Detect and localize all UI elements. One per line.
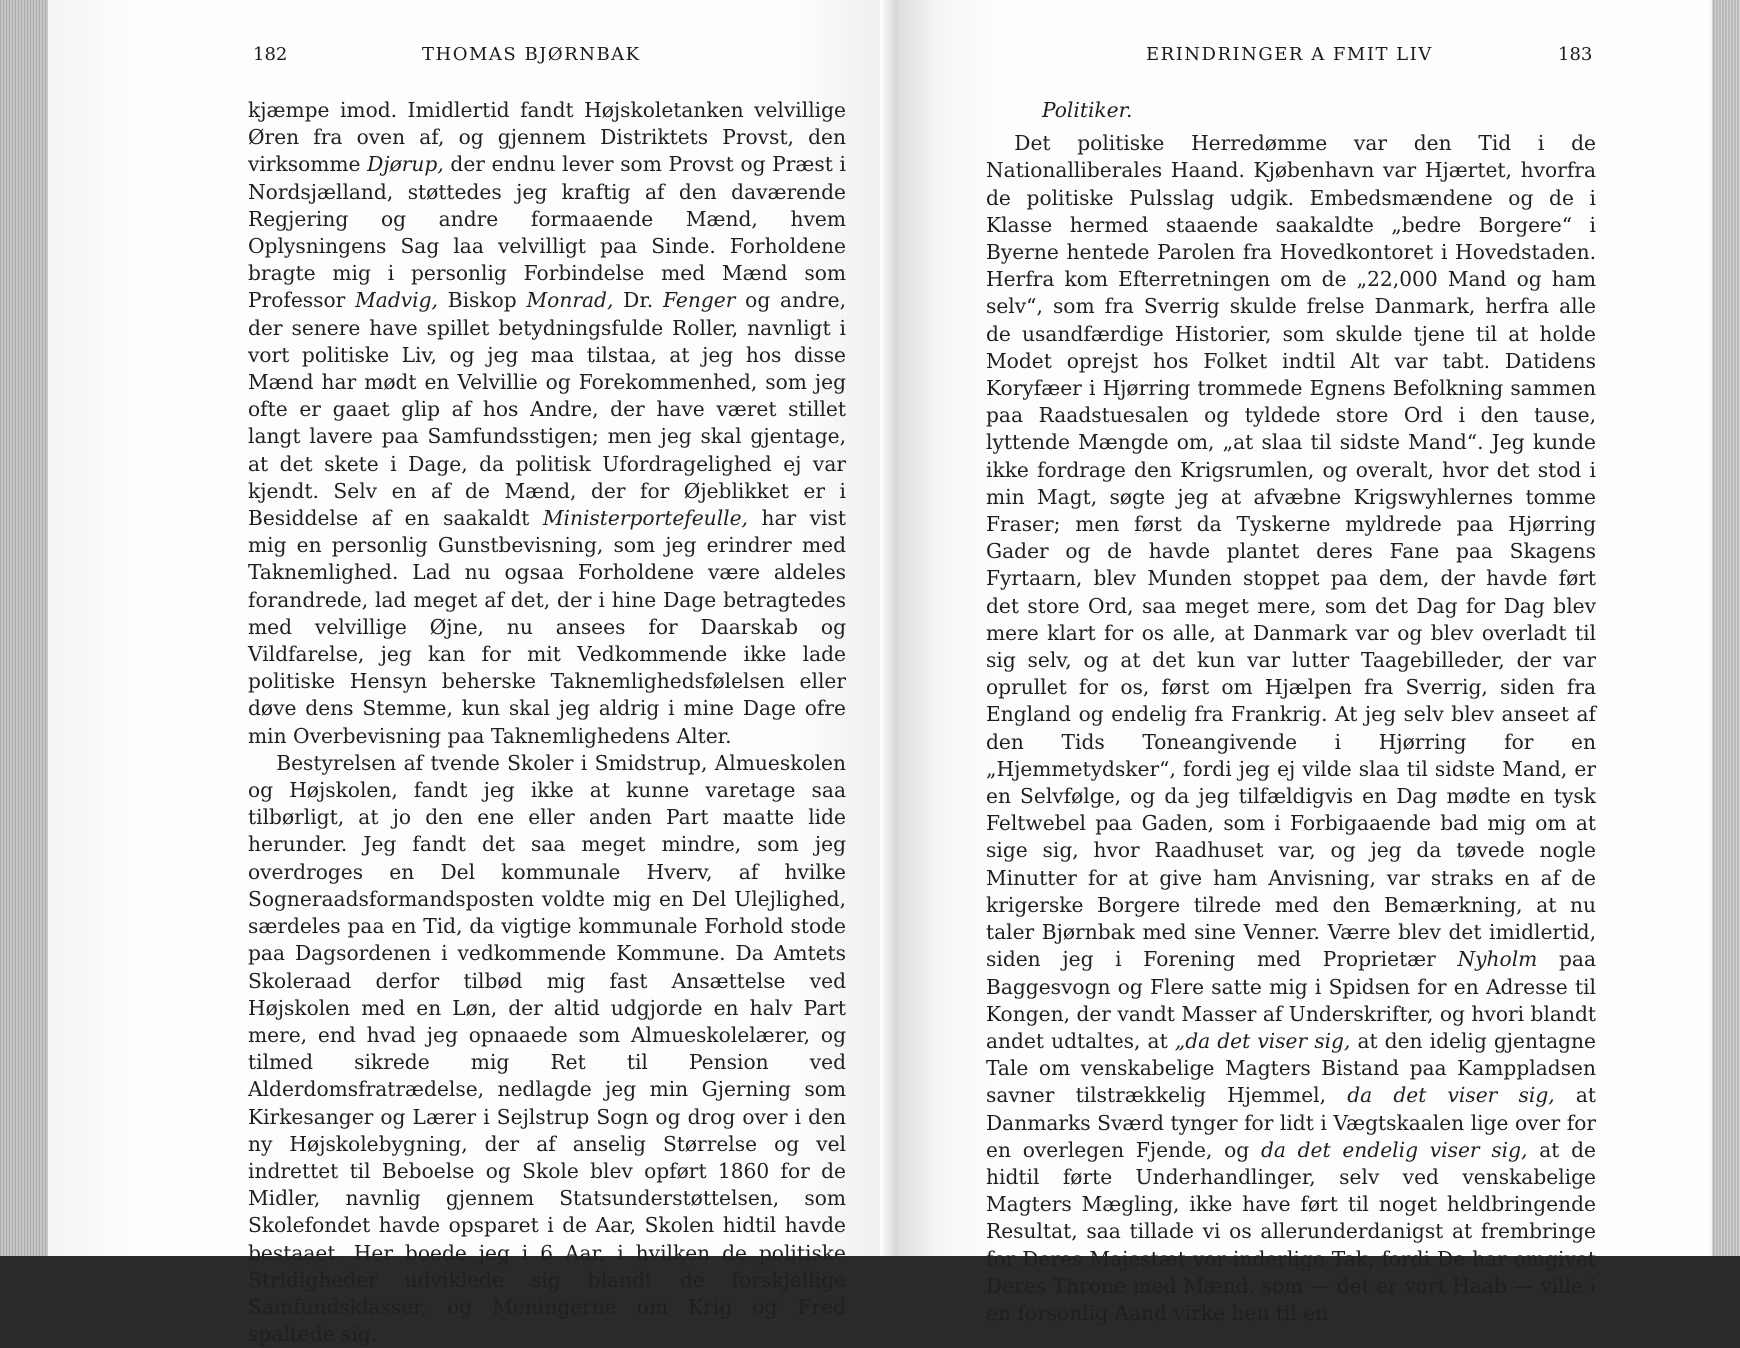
paragraph [248, 97, 846, 750]
right-page [898, 0, 1710, 1325]
right-page-number: 183 [1558, 44, 1593, 65]
left-page-body [248, 97, 846, 1348]
text-run: Dr. [613, 288, 663, 313]
text-run: paa Baggesvogn og Flere satte mig i Spidsen for en Adresse til Kongen, der vandt Masser af Underskrifter, og hvori blandt andet udtaltes, at [986, 947, 1596, 1053]
italic-run: Djørup, [367, 152, 444, 177]
text-run: at de hidtil førte Underhandlinger, selv ved venskabelige Magters Mægling, ikke have ført til noget heldbringende Resultat, saa tillade vi os allerunderdanigst at frembringe for Deres Majestæt vor inderlige Tak, fordi De har omgivet Deres Throne med Mænd, som — det er vort Haab — ville i en forsonlig Aand virke hen til en [986, 1137, 1596, 1325]
text-run: at den idelig gjentagne Tale om venskabelige Magters Bistand paa Kamppladsen savner tilstrækkelig Hjemmel, [986, 1028, 1597, 1108]
italic-run: „da det viser sig, [1174, 1028, 1351, 1053]
page-edges-right [1712, 0, 1740, 1256]
section-heading: Politiker. [1042, 98, 1133, 122]
text-run: der endnu lever som Provst og Præst i Nordsjælland, støttedes jeg kraftig af den daværende Regjering og andre formaaende Mænd, hvem Oplysningens Sag laa velvilligt paa Sinde. Forholdene bragte mig i personlig Forbindelse med Mænd som Professor [248, 152, 846, 313]
text-run: at Danmarks Sværd tynger for lidt i Vægtskaalen lige over for en overlegen Fjende, og [986, 1083, 1596, 1162]
left-page-number: 182 [253, 44, 288, 65]
paragraph [248, 750, 846, 1348]
italic-run: Ministerportefeulle, [542, 506, 748, 531]
paragraph [986, 130, 1596, 1327]
left-page [48, 0, 898, 1347]
text-run: kjæmpe imod. Imidlertid fandt Højskoletanken velvillige Øren fra oven af, og gjennem Distriktets Provst, den virksomme [248, 98, 846, 177]
text-run: Bestyrelsen af tvende Skoler i Smidstrup, Almueskolen og Højskolen, fandt jeg ikke at kunne varetage saa tilbørligt, at jo den ene eller anden Part maatte lide herunder. Jeg fandt det saa meget mindre, som jeg overdroges en Del kommunale Hverv, af hvilke Sogneraadsformandsposten voldte mig en Del Ulejlighed, særdeles paa en Tid, da vigtige kommunale Forhold stode paa Dagsordenen i vedkommende Kommune. Da Amtets Skoleraad derfor tilbød mig fast Ansættelse ved Højskolen med en Løn, der altid udgjorde en halv Part mere, end hvad jeg opnaaede som Almueskolelærer, og tilmed sikrede mig Ret til Pension ved Alderdomsfratrædelse, nedlagde jeg min Gjerning som Kirkesanger og Lærer i Sejlstrup Sogn og drog over i den ny Højskolebygning, der af anselig Størrelse og vel indrettet til Beboelse og Skole blev opført 1860 for de Midler, navnlig gjennem Statsunderstøttelsen, som Skolefondet havde opsparet i de Aar, Skolen hidtil havde bestaaet. Her boede jeg i 6 Aar, i hvilken de politiske Stridigheder udviklede sig blandt de forskjellige Samfundsklasser, og Meningerne om Krig og Fred spaltede sig. [248, 750, 846, 1347]
right-running-head: ERINDRINGER A FMIT LIV [1146, 44, 1433, 65]
text-run: Biskop [437, 288, 527, 313]
italic-run: Fenger [663, 288, 736, 313]
italic-run: Madvig, [355, 288, 438, 313]
italic-run: Nyholm [1457, 947, 1538, 972]
italic-run: da det endelig viser sig, [1260, 1137, 1528, 1162]
text-run: Det politiske Herredømme var den Tid i de Nationalliberales Haand. Kjøbenhavn var Hjærtet, hvorfra de politiske Pulsslag udgik. Embedsmændene og de i Klasse hermed staaende saakaldte „bedre Borgere“ i Byerne hentede Parolen fra Hovedkontoret i Hovedstaden. Herfra kom Efterretningen om de „22,000 Mand og ham selv“, som fra Sverrig skulde frelse Danmark, herfra alle de usandfærdige Historier, som skulde tjene til at holde Modet oprejst hos Folket indtil Alt var tabt. Datidens Koryfæer i Hjørring trommede Egnens Befolkning sammen paa Raadstuesalen og tyldede store Ord i den tause, lyttende Mængde om, „at slaa til sidste Mand“. Jeg kunde ikke fordrage den Krigsrumlen, og overalt, hvor det stod i min Magt, søgte jeg at afvæbne Krigswyhlernes tomme Fraser; men først da Tyskerne myldrede paa Hjørring Gader og de havde plantet deres Fane paa Skagens Fyrtaarn, blev Munden stoppet paa dem, der havde ført det store Ord, saa meget mere, som det Dag for Dag blev mere klart for os alle, at Danmark var og blev overladt til sig selv, og at det kun var lutter Taagebilleder, der var oprullet for os, først om Hjælpen fra Sverrig, siden fra England og endelig fra Frankrig. At jeg selv blev anseet af den Tids Toneangivende i Hjørring for en „Hjemmetydsker“, fordi jeg ej vilde slaa til sidste Mand, er en Selvfølge, og da jeg tilfældigvis en Dag mødte en tysk Feltwebel paa Gaden, som i Forbigaaende bad mig om at sige sig, hvor Raadhuset var, og jeg da tøvede nogle Minutter for at give ham Anvisning, var straks en af de krigerske Borgere tilrede med den Bemærkning, at nu taler Bjørnbak med sine Venner. Værre blev det imidlertid, siden jeg i Forening med Proprietær [986, 131, 1596, 972]
italic-run: Monrad, [526, 288, 614, 313]
text-run: har vist mig en personlig Gunstbevisning, som jeg erindrer med Taknemlighed. Lad nu ogsaa Forholdene være aldeles forandrede, lad meget af det, der i hine Dage betragtedes med velvillige Øjne, nu ansees for Daarskab og Vildfarelse, jeg kan for mit Vedkommende ikke lade politiske Hensyn beherske Taknemlighedsfølelsen eller døve dens Stemme, kun skal jeg aldrig i mine Dage ofre min Overbevisning paa Taknemlighedens Alter. [248, 506, 846, 748]
right-page-body [986, 97, 1596, 1327]
italic-run: da det viser sig, [1347, 1083, 1555, 1108]
text-run: og andre, der senere have spillet betydningsfulde Roller, navnligt i vort politiske Liv, og jeg maa tilstaa, at jeg hos disse Mænd har mødt en Velvillie og Forekommenhed, som jeg ofte er gaaet glip af hos Andre, der have været stillet langt lavere paa Samfundsstigen; men jeg skal gjentage, at det skete i Dage, da politisk Ufordragelighed ej var kjendt. Selv en af de Mænd, der for Øjeblikket er i Besiddelse af en saakaldt [248, 288, 847, 531]
left-running-head: THOMAS BJØRNBAK [422, 44, 641, 65]
